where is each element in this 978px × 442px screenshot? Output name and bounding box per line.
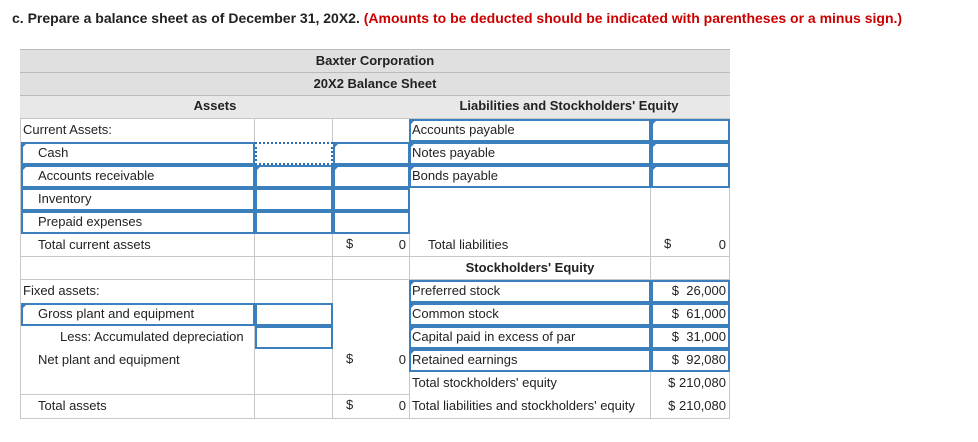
notes-payable-label: Notes payable: [412, 145, 496, 160]
assets-header: Assets: [193, 98, 237, 113]
retained-earnings-label: Retained earnings: [412, 352, 518, 367]
accounts-payable-amount-input[interactable]: [651, 119, 730, 142]
inventory-amount-input[interactable]: [255, 188, 333, 211]
instruction-text: c. Prepare a balance sheet as of December 31, 20X2.: [12, 10, 360, 26]
current-assets-label: Current Assets:: [23, 122, 112, 137]
stockholders-equity-header: Stockholders' Equity: [465, 260, 595, 275]
notes-payable-amount-input[interactable]: [651, 142, 730, 165]
retained-earnings-value: $ 92,080: [671, 352, 726, 367]
company-name: Baxter Corporation: [20, 49, 730, 72]
preferred-stock-value: $ 26,000: [671, 283, 726, 298]
grid-line: [20, 418, 730, 419]
common-stock-value: $ 61,000: [671, 306, 726, 321]
prepaid-expenses-label: Prepaid expenses: [38, 214, 143, 229]
instruction: [12, 10, 902, 26]
total-assets-label: Total assets: [38, 398, 107, 413]
bonds-payable-amount-input[interactable]: [651, 165, 730, 188]
total-liabilities-value: 0: [718, 237, 726, 252]
net-plant-value: 0: [398, 352, 406, 367]
total-assets-value: 0: [398, 398, 406, 413]
total-current-assets-label: Total current assets: [38, 237, 151, 252]
accounts-receivable-label: Accounts receivable: [38, 168, 155, 183]
total-se-value: $ 210,080: [668, 375, 726, 390]
accounts-receivable-total-input[interactable]: [333, 165, 410, 188]
cash-amount-input[interactable]: [255, 142, 333, 165]
capital-paid-label: Capital paid in excess of par: [412, 329, 576, 344]
fixed-assets-label: Fixed assets:: [23, 283, 100, 298]
cash-total-input[interactable]: [333, 142, 410, 165]
total-se-label: Total stockholders' equity: [412, 375, 557, 390]
total-liab-se-label: Total liabilities and stockholders' equity: [412, 398, 635, 413]
total-current-assets-dollar: $: [346, 236, 354, 251]
total-assets-dollar: $: [346, 397, 354, 412]
balance-sheet: [20, 49, 730, 419]
prepaid-expenses-amount-input[interactable]: [255, 211, 333, 234]
liabilities-header: Liabilities and Stockholders' Equity: [459, 98, 679, 113]
accum-dep-amount-input[interactable]: [255, 326, 333, 349]
net-plant-label: Net plant and equipment: [38, 352, 180, 367]
sheet-title: 20X2 Balance Sheet: [20, 72, 730, 95]
total-current-assets-value: 0: [398, 237, 406, 252]
inventory-total-input[interactable]: [333, 188, 410, 211]
prepaid-expenses-total-input[interactable]: [333, 211, 410, 234]
total-liabilities-dollar: $: [664, 236, 672, 251]
gross-plant-label: Gross plant and equipment: [38, 306, 195, 321]
instruction-note: (Amounts to be deducted should be indicated with parentheses or a minus sign.): [363, 10, 903, 26]
bonds-payable-label: Bonds payable: [412, 168, 499, 183]
accounts-payable-label: Accounts payable: [412, 122, 515, 137]
inventory-label: Inventory: [38, 191, 92, 206]
accounts-receivable-amount-input[interactable]: [255, 165, 333, 188]
preferred-stock-label: Preferred stock: [412, 283, 501, 298]
capital-paid-value: $ 31,000: [671, 329, 726, 344]
gross-plant-amount-input[interactable]: [255, 303, 333, 326]
total-liab-se-value: $ 210,080: [668, 398, 726, 413]
common-stock-label: Common stock: [412, 306, 499, 321]
net-plant-dollar: $: [346, 351, 354, 366]
cash-label: Cash: [38, 145, 69, 160]
total-liabilities-label: Total liabilities: [428, 237, 509, 252]
accum-dep-label: Less: Accumulated depreciation: [60, 329, 244, 344]
